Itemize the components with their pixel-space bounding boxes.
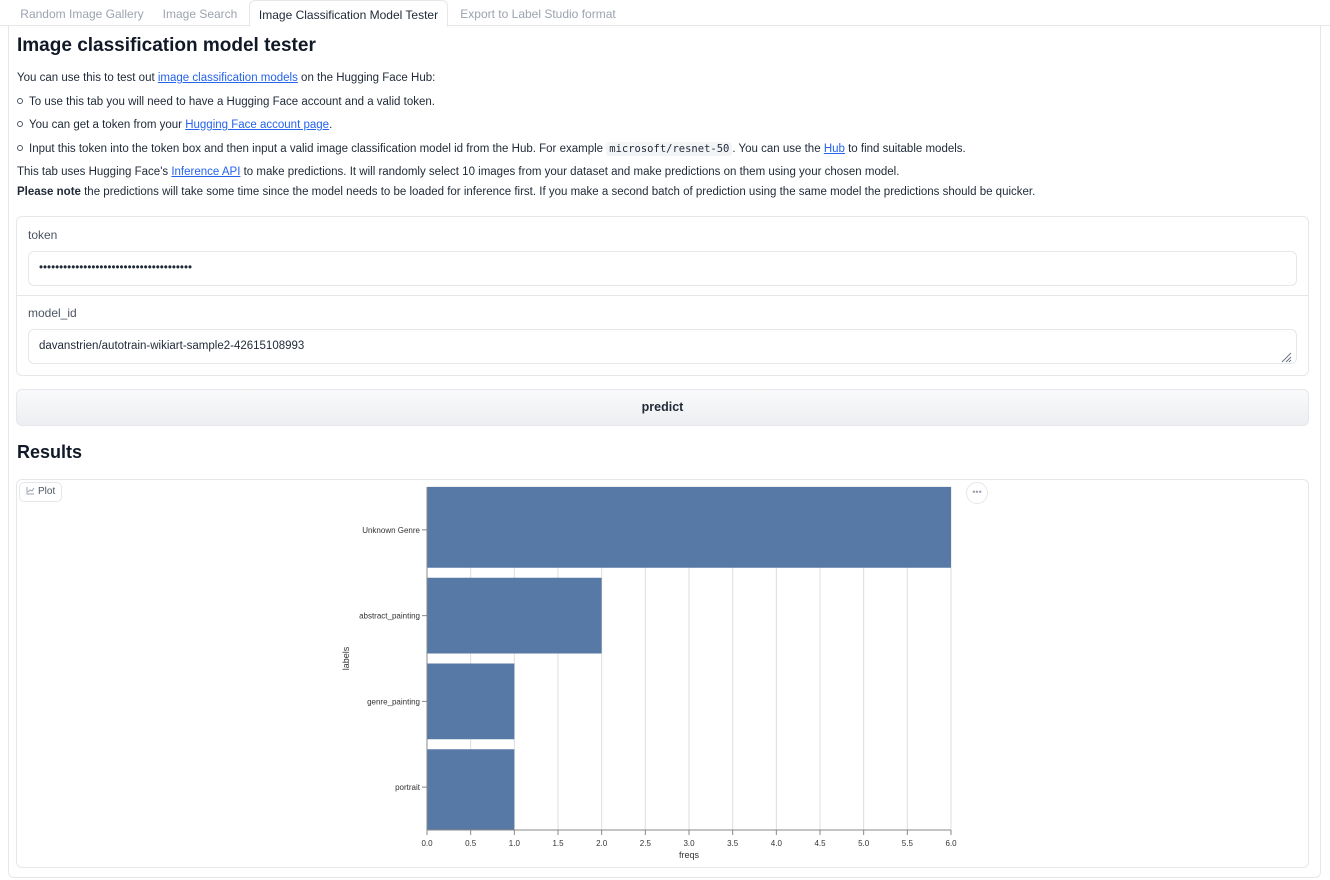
results-heading: Results <box>17 442 83 462</box>
note-text <box>17 186 1035 198</box>
intro-suffix: on the Hugging Face Hub: <box>297 72 436 84</box>
form-divider <box>17 295 1308 296</box>
x-tick-label: 5.5 <box>901 839 913 848</box>
token-field[interactable]: •••••••••••••••••••••••••••••••••••••• <box>28 251 1297 286</box>
api-prefix: This tab uses Hugging Face's <box>17 166 172 178</box>
token-label: token <box>28 228 58 242</box>
x-tick-label: 0.0 <box>421 839 433 848</box>
account-page-link[interactable]: Hugging Face account page <box>185 119 330 131</box>
plot-tag-label: Plot <box>38 486 56 497</box>
bar <box>427 664 514 740</box>
model-example-code: microsoft/resnet-50 <box>606 142 732 156</box>
x-tick-label: 3.0 <box>683 839 695 848</box>
image-classification-models-link[interactable]: image classification models <box>157 72 298 84</box>
intro-text <box>17 72 435 84</box>
bar <box>427 749 514 830</box>
api-suffix: to make predictions. It will randomly select 10 images from your dataset and make predictions on them using your chosen model. <box>240 166 900 178</box>
tab-image-search[interactable]: Image Search <box>162 7 238 21</box>
x-tick-label: 4.5 <box>814 839 826 848</box>
note-rest: the predictions will take some time since the model needs to be loaded for inference first. If you make a second batch of prediction using the same model the predictions should be quicker. <box>80 186 1036 198</box>
plot-container <box>16 479 1309 868</box>
bar-chart <box>17 480 1308 867</box>
bullet-account: To use this tab you will need to have a Hugging Face account and a valid token. <box>17 96 435 108</box>
x-tick-label: 1.5 <box>552 839 564 848</box>
bullet-input <box>17 143 966 155</box>
bullet-token <box>17 119 332 131</box>
y-tick-label: portrait <box>395 783 420 793</box>
tab-export-label-studio[interactable]: Export to Label Studio format <box>460 7 616 21</box>
input-form <box>16 216 1309 376</box>
x-tick-label: 3.5 <box>727 839 739 848</box>
bullet3-mid: . You can use the <box>732 143 824 155</box>
y-tick-label: Unknown Genre <box>362 525 420 535</box>
more-options-button[interactable]: ••• <box>966 482 988 504</box>
bar <box>427 487 951 568</box>
y-axis-title: labels <box>341 646 351 671</box>
x-tick-label: 6.0 <box>945 839 957 848</box>
model-id-label: model_id <box>28 306 77 320</box>
intro-prefix: You can use this to test out <box>17 72 158 84</box>
tab-random-image-gallery[interactable]: Random Image Gallery <box>20 7 144 21</box>
bullet3-prefix: Input this token into the token box and then input a valid image classification model id from the Hub. For example <box>29 143 607 155</box>
tab-image-classification-model-tester[interactable]: Image Classification Model Tester <box>249 0 448 27</box>
predict-button[interactable]: predict <box>16 389 1309 426</box>
x-tick-label: 4.0 <box>770 839 782 848</box>
x-axis-title: freqs <box>678 850 700 860</box>
y-tick-label: genre_painting <box>367 697 420 707</box>
page-title: Image classification model tester <box>17 35 316 56</box>
x-tick-label: 1.0 <box>508 839 520 848</box>
bullet2-suffix: . <box>329 119 333 131</box>
bar <box>427 578 602 654</box>
hub-link[interactable]: Hub <box>823 143 845 155</box>
chart-icon <box>26 486 35 495</box>
tab-bar <box>0 0 1330 26</box>
plot-tag <box>19 482 62 502</box>
model-id-field[interactable]: davanstrien/autotrain-wikiart-sample2-42615108993 <box>28 329 1297 364</box>
inference-api-link[interactable]: Inference API <box>171 166 241 178</box>
api-text <box>17 166 899 178</box>
note-bold: Please note <box>17 186 81 198</box>
x-tick-label: 5.0 <box>858 839 870 848</box>
bullet2-prefix: You can get a token from your <box>29 119 186 131</box>
x-tick-label: 2.5 <box>639 839 651 848</box>
x-tick-label: 2.0 <box>596 839 608 848</box>
y-tick-label: abstract_painting <box>359 611 420 621</box>
bullet3-suffix: to find suitable models. <box>844 143 966 155</box>
x-tick-label: 0.5 <box>465 839 477 848</box>
resize-handle-icon[interactable] <box>1280 351 1292 363</box>
